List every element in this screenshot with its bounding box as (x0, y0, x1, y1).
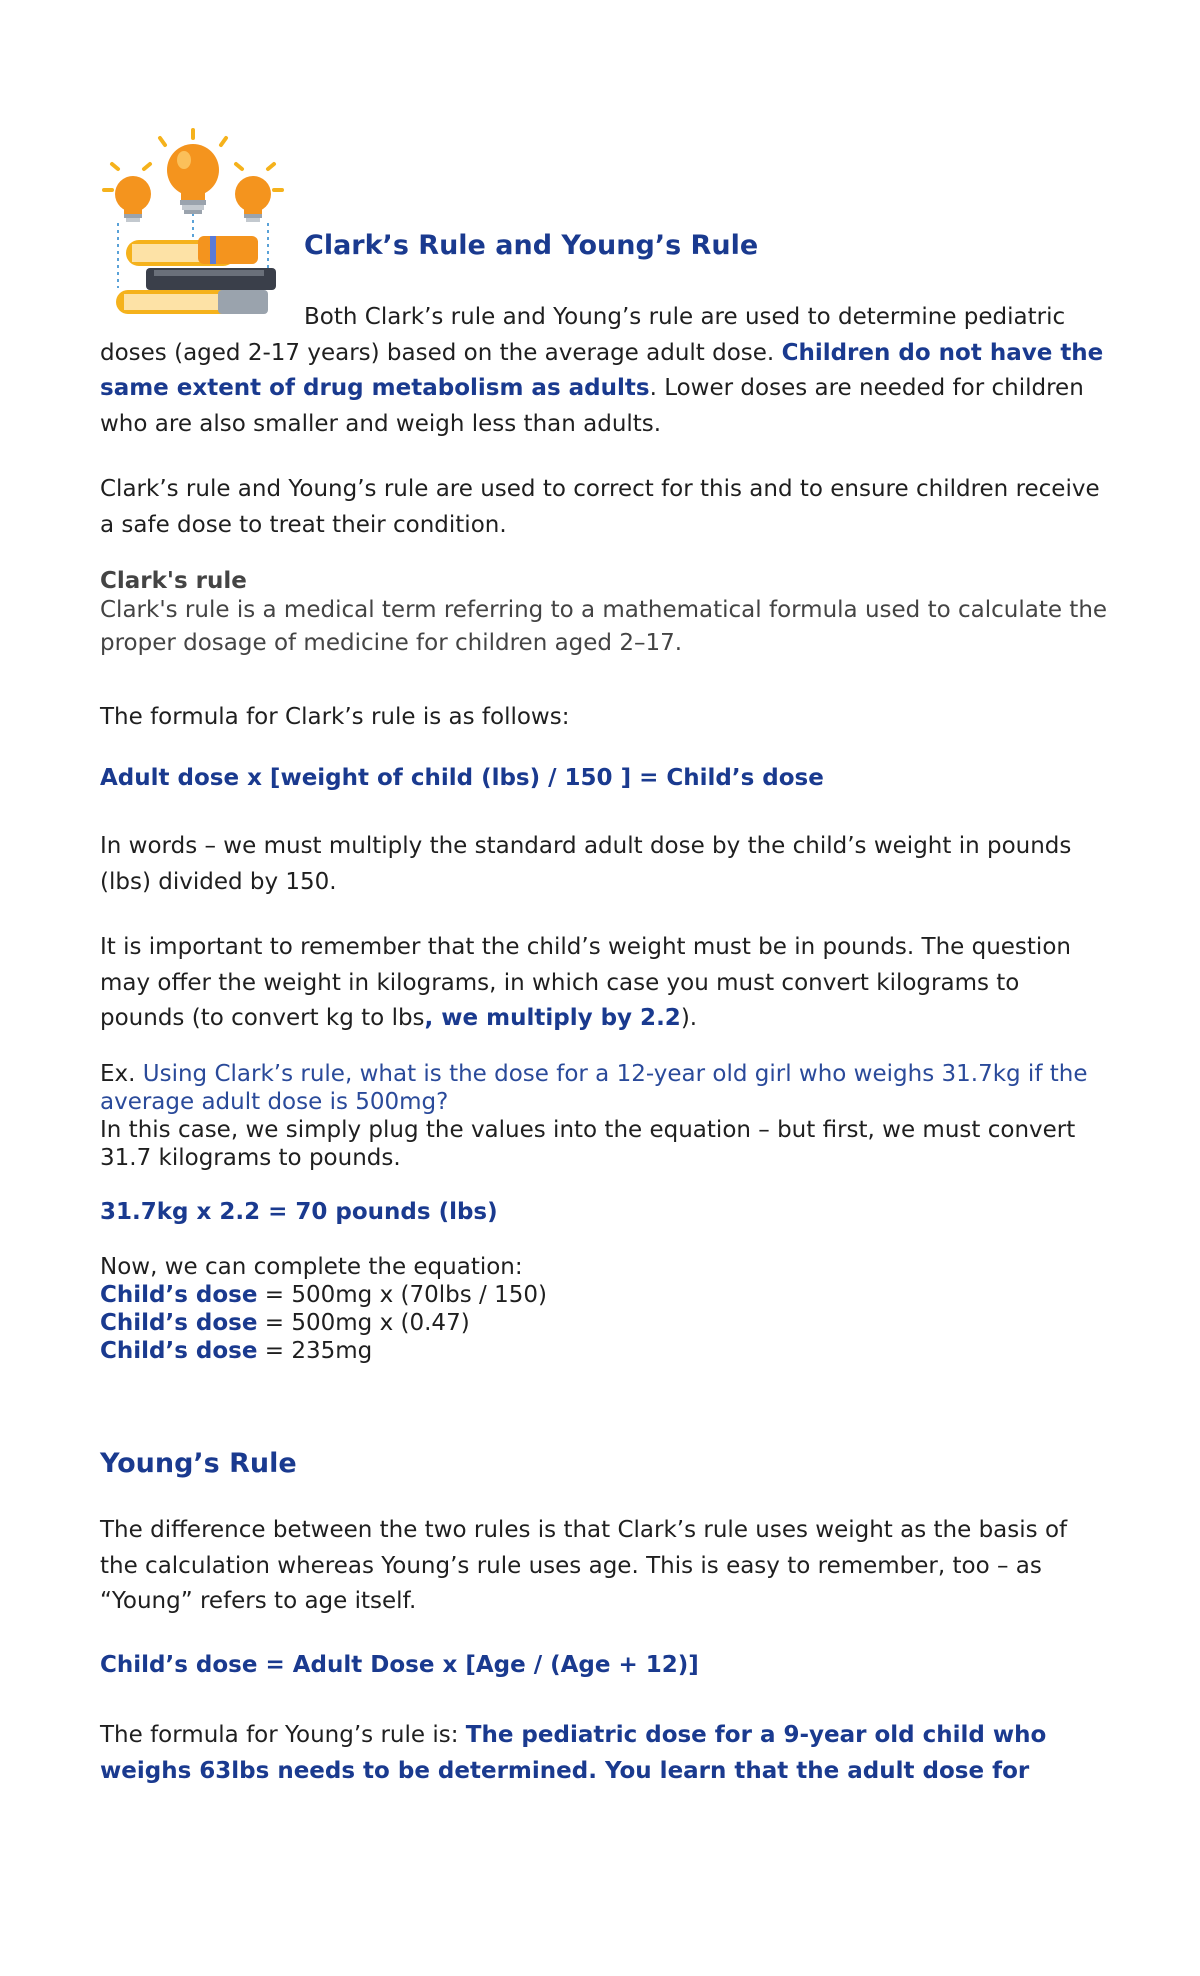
clark-heading: Clark's rule (100, 568, 247, 594)
step-value: = 500mg x (0.47) (257, 1310, 470, 1336)
step-value: = 235mg (257, 1338, 373, 1364)
second-paragraph (100, 472, 1110, 543)
example-question: Using Clark’s rule, what is the dose for a 12-year old girl who weighs 31.7kg if the average adult dose is 500mg? (100, 1061, 1088, 1115)
clark-formula-block (100, 765, 1110, 791)
step-label: Child’s dose (100, 1282, 258, 1308)
step-line (100, 1309, 1110, 1337)
conversion-formula: 31.7kg x 2.2 = 70 pounds (lbs) (100, 1199, 498, 1225)
clark-formula-intro: The formula for Clark’s rule is as follows: (100, 704, 570, 730)
step-label: Child’s dose (100, 1338, 258, 1364)
important-block (100, 930, 1110, 1037)
young-difference-block (100, 1513, 1110, 1620)
intro-paragraph (100, 300, 1110, 442)
young-formula-block (100, 1652, 1110, 1678)
important-end: ). (680, 1005, 698, 1031)
intro-text-end: . Lower doses are needed for children who are also smaller and weigh less than adults. (100, 375, 1084, 437)
important-highlight: , we multiply by 2.2 (424, 1005, 681, 1031)
intro-highlight: Children do not have the same extent of drug metabolism as adults (100, 339, 1104, 401)
young-formula-label: The formula for Young’s rule is: (100, 1722, 466, 1748)
young-problem-block (100, 1718, 1110, 1789)
young-heading: Young’s Rule (100, 1448, 297, 1479)
step-line (100, 1337, 1110, 1365)
young-formula: Child’s dose = Adult Dose x [Age / (Age + 12)] (100, 1652, 699, 1678)
lightbulbs-books-icon (98, 128, 288, 318)
formula-intro (100, 700, 1110, 736)
complete-intro: Now, we can complete the equation: (100, 1254, 523, 1280)
step-value: = 500mg x (70lbs / 150) (257, 1282, 547, 1308)
clark-in-words: In words – we must multiply the standard adult dose by the child’s weight in pounds (lbs) divided by 150. (100, 833, 1072, 895)
para-correction: Clark’s rule and Young’s rule are used to correct for this and to ensure children receive a safe dose to treat their condition. (100, 476, 1100, 538)
intro-text: Both Clark’s rule and Young’s rule are used to determine pediatric doses (aged 2-17 years) based on the average adult dose. (100, 304, 1066, 366)
example-block (100, 1060, 1110, 1172)
clark-section (100, 568, 1110, 660)
steps-block (100, 1253, 1110, 1365)
clark-formula: Adult dose x [weight of child (lbs) / 150 ] = Child’s dose (100, 765, 824, 791)
young-problem: The pediatric dose for a 9-year old child who weighs 63lbs needs to be determined. You learn that the adult dose for (100, 1722, 1047, 1784)
young-difference: The difference between the two rules is that Clark’s rule uses weight as the basis of the calculation whereas Young’s rule uses age. This is easy to remember, too – as “Young” refers to age itself. (100, 1517, 1068, 1614)
clark-definition: Clark's rule is a medical term referring to a mathematical formula used to calculate the proper dosage of medicine for children aged 2–17. (100, 597, 1108, 656)
step-line (100, 1281, 1110, 1309)
example-label: Ex. (100, 1061, 143, 1087)
conversion-block (100, 1199, 1110, 1225)
page-title: Clark’s Rule and Young’s Rule (304, 230, 759, 261)
example-explain: In this case, we simply plug the values into the equation – but first, we must convert 31.7 kilograms to pounds. (100, 1117, 1076, 1171)
step-label: Child’s dose (100, 1310, 258, 1336)
in-words-block (100, 829, 1110, 900)
important-text: It is important to remember that the child’s weight must be in pounds. The question may offer the weight in kilograms, in which case you must convert kilograms to pounds (to convert kg to lbs (100, 934, 1071, 1031)
young-heading-block (100, 1448, 1110, 1479)
